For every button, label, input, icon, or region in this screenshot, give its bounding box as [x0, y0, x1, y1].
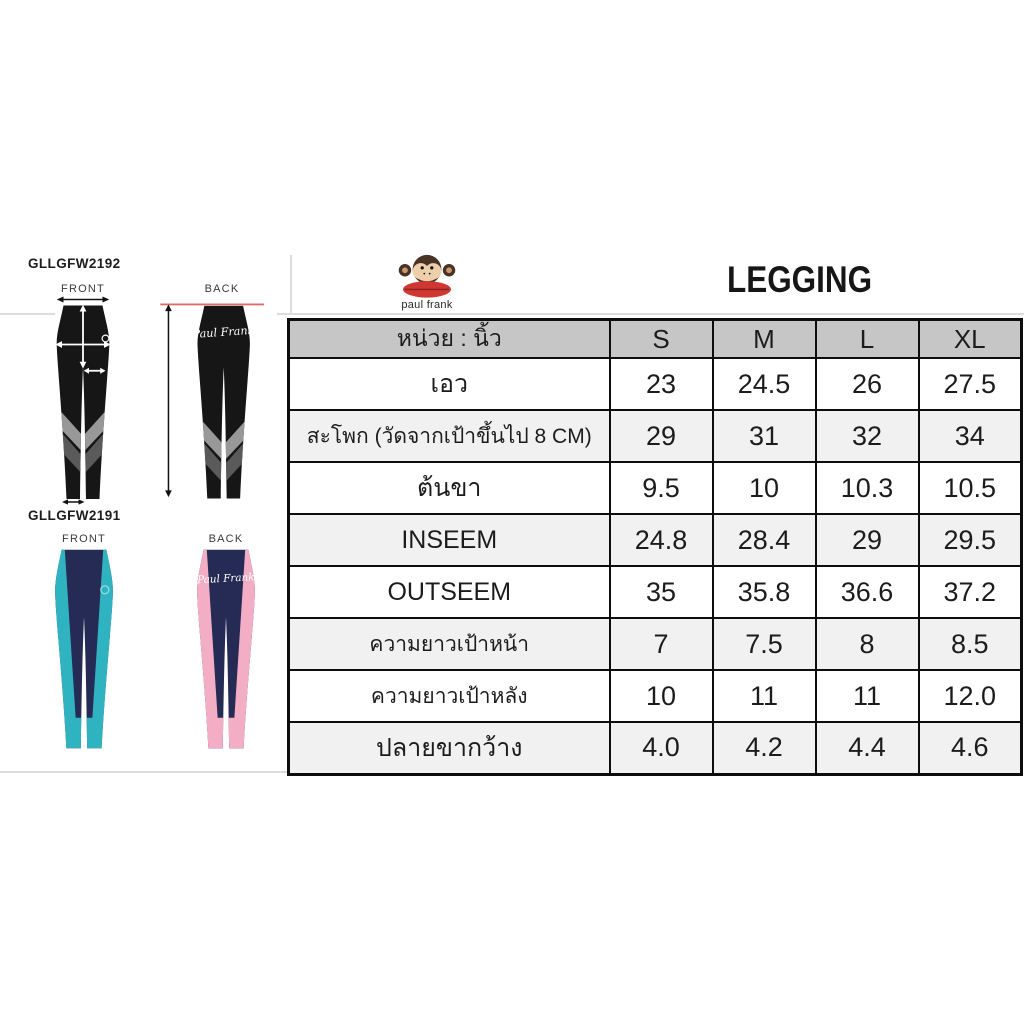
size-value: 26: [816, 358, 919, 410]
size-value: 10.5: [919, 462, 1022, 514]
outseam-measure-arrow: [165, 304, 172, 497]
size-value: 12.0: [919, 670, 1022, 722]
row-label: ต้นขา: [289, 462, 610, 514]
size-table: [287, 318, 1023, 776]
row-label: ปลายขากว้าง: [289, 722, 610, 774]
legging-2192-front-diagram: [38, 295, 128, 505]
size-value: 35.8: [713, 566, 816, 618]
size-value: 10: [713, 462, 816, 514]
size-column-s: S: [610, 320, 713, 359]
paul-frank-monkey-icon: [398, 253, 456, 299]
size-column-m: M: [713, 320, 816, 359]
front-view-label: FRONT: [61, 283, 105, 295]
size-value: 9.5: [610, 462, 713, 514]
row-label: ความยาวเป้าหน้า: [289, 618, 610, 670]
back-script-text: Paul Frank: [196, 571, 255, 587]
size-column-l: L: [816, 320, 919, 359]
back-view-label: BACK: [208, 533, 244, 545]
size-value: 35: [610, 566, 713, 618]
legging-2191-front-diagram: [36, 545, 132, 753]
leg-opening-arrow: [62, 499, 85, 504]
size-value: 10.3: [816, 462, 919, 514]
size-value: 29.5: [919, 514, 1022, 566]
back-view-label: BACK: [204, 283, 240, 295]
size-value: 4.0: [610, 722, 713, 774]
table-row: [289, 462, 1022, 514]
size-table-body: [289, 358, 1022, 774]
size-value: 8.5: [919, 618, 1022, 670]
table-row: [289, 514, 1022, 566]
table-header-row: [289, 320, 1022, 359]
row-label: OUTSEEM: [289, 566, 610, 618]
size-value: 4.2: [713, 722, 816, 774]
size-value: 27.5: [919, 358, 1022, 410]
waist-measure-arrow: [57, 297, 110, 303]
table-row: [289, 722, 1022, 774]
table-row: [289, 566, 1022, 618]
row-label: INSEEM: [289, 514, 610, 566]
size-value: 31: [713, 410, 816, 462]
size-value: 29: [816, 514, 919, 566]
table-row: [289, 410, 1022, 462]
size-value: 11: [816, 670, 919, 722]
size-value: 23: [610, 358, 713, 410]
divider-line: [290, 255, 292, 313]
size-value: 7: [610, 618, 713, 670]
size-value: 36.6: [816, 566, 919, 618]
size-value: 7.5: [713, 618, 816, 670]
size-value: 32: [816, 410, 919, 462]
product-code-gllgfw2192: GLLGFW2192: [28, 256, 121, 271]
legging-2191-back-diagram: [178, 545, 274, 753]
size-column-xl: XL: [919, 320, 1022, 359]
size-value: 11: [713, 670, 816, 722]
row-label: สะโพก (วัดจากเป้าขึ้นไป 8 CM): [289, 410, 610, 462]
row-label: เอว: [289, 358, 610, 410]
size-value: 8: [816, 618, 919, 670]
legging-2192-back-diagram: [158, 295, 270, 505]
size-value: 24.5: [713, 358, 816, 410]
product-code-gllgfw2191: GLLGFW2191: [28, 508, 121, 523]
page-title: LEGGING: [727, 259, 873, 300]
size-value: 10: [610, 670, 713, 722]
row-label: ความยาวเป้าหลัง: [289, 670, 610, 722]
divider-line: [277, 313, 1024, 315]
size-value: 24.8: [610, 514, 713, 566]
front-view-label: FRONT: [62, 533, 106, 545]
divider-line: [0, 771, 290, 773]
table-row: [289, 670, 1022, 722]
brand-name: paul frank: [401, 299, 453, 311]
size-value: 28.4: [713, 514, 816, 566]
back-script-text: Paul Frank: [192, 323, 255, 341]
size-value: 4.6: [919, 722, 1022, 774]
unit-header-cell: หน่วย : นิ้ว: [289, 320, 610, 359]
table-row: [289, 618, 1022, 670]
table-row: [289, 358, 1022, 410]
size-value: 29: [610, 410, 713, 462]
size-value: 4.4: [816, 722, 919, 774]
size-value: 34: [919, 410, 1022, 462]
size-value: 37.2: [919, 566, 1022, 618]
